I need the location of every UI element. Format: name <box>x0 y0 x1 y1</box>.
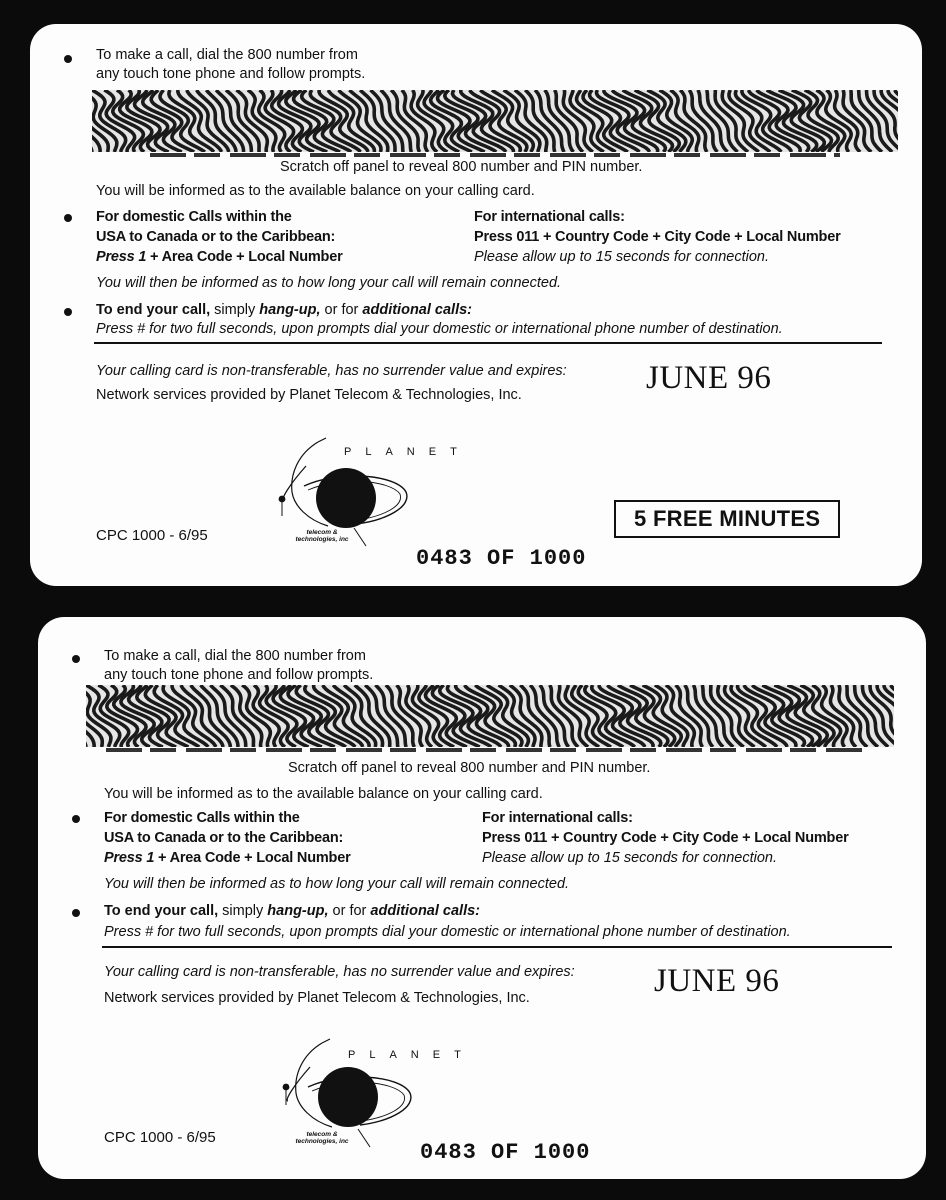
end-call-line-2: Press # for two full seconds, upon prompts dial your domestic or international phone number of destination. <box>104 924 791 940</box>
domestic-dial-instruction: Press 1 + Area Code + Local Number <box>96 249 343 265</box>
instruction-line-2: any touch tone phone and follow prompts. <box>104 667 374 683</box>
expiry-date: JUNE 96 <box>646 360 772 396</box>
logo-subtitle-1: telecom & <box>306 1131 338 1138</box>
card-terms: Your calling card is non-transferable, has no surrender value and expires: <box>104 964 575 980</box>
logo-subtitle-2: technologies, inc <box>295 536 349 543</box>
scratch-caption: Scratch off panel to reveal 800 number and PIN number. <box>280 159 643 175</box>
free-minutes-badge: 5 FREE MINUTES <box>614 500 840 538</box>
scratch-off-panel[interactable] <box>86 685 894 747</box>
bullet-icon <box>72 909 80 917</box>
domestic-dial-instruction: Press 1 + Area Code + Local Number <box>104 850 351 866</box>
serial-number: 0483 OF 1000 <box>420 1140 591 1165</box>
domestic-heading-1: For domestic Calls within the <box>96 209 292 225</box>
balance-note: You will be informed as to the available balance on your calling card. <box>104 786 543 802</box>
scratch-panel-edge <box>106 748 866 752</box>
international-wait-note: Please allow up to 15 seconds for connection. <box>474 249 770 265</box>
duration-note: You will then be informed as to how long your call will remain connected. <box>96 275 562 291</box>
international-heading: For international calls: <box>474 209 625 225</box>
domestic-heading-2: USA to Canada or to the Caribbean: <box>96 229 336 245</box>
bullet-icon <box>72 655 80 663</box>
network-provider: Network services provided by Planet Telecom & Technologies, Inc. <box>96 387 522 403</box>
bullet-icon <box>64 55 72 63</box>
calling-card-front-bottom <box>38 617 926 1179</box>
international-dial-instruction: Press 011 + Country Code + City Code + Local Number <box>482 830 849 846</box>
logo-subtitle-2: technologies, inc <box>295 1138 349 1145</box>
domestic-heading-1: For domestic Calls within the <box>104 810 300 826</box>
bullet-icon <box>64 214 72 222</box>
instruction-line-1: To make a call, dial the 800 number from <box>96 47 358 63</box>
expiry-date: JUNE 96 <box>654 963 780 999</box>
network-provider: Network services provided by Planet Telecom & Technologies, Inc. <box>104 990 530 1006</box>
logo-wordmark: PLANET <box>348 1049 475 1061</box>
card-code: CPC 1000 - 6/95 <box>96 527 208 544</box>
end-call-line-1: To end your call, simply hang-up, or for additional calls: <box>104 903 481 919</box>
scratch-caption: Scratch off panel to reveal 800 number and PIN number. <box>288 760 651 776</box>
domestic-heading-2: USA to Canada or to the Caribbean: <box>104 830 344 846</box>
card-terms: Your calling card is non-transferable, has no surrender value and expires: <box>96 363 567 379</box>
calling-card-front-top <box>30 24 922 586</box>
international-heading: For international calls: <box>482 810 633 826</box>
instruction-line-2: any touch tone phone and follow prompts. <box>96 66 366 82</box>
logo-wordmark: PLANET <box>344 446 471 458</box>
scratch-off-panel[interactable] <box>92 90 898 152</box>
international-wait-note: Please allow up to 15 seconds for connection. <box>482 850 778 866</box>
international-dial-instruction: Press 011 + Country Code + City Code + Local Number <box>474 229 841 245</box>
duration-note: You will then be informed as to how long your call will remain connected. <box>104 876 570 892</box>
serial-number: 0483 OF 1000 <box>416 546 587 571</box>
scratch-panel-edge <box>150 153 840 157</box>
bullet-icon <box>72 815 80 823</box>
divider-rule <box>94 342 882 344</box>
divider-rule <box>102 946 892 948</box>
instruction-line-1: To make a call, dial the 800 number from <box>104 648 366 664</box>
card-code: CPC 1000 - 6/95 <box>104 1129 216 1146</box>
logo-subtitle-1: telecom & <box>306 529 338 536</box>
end-call-line-2: Press # for two full seconds, upon prompts dial your domestic or international phone number of destination. <box>96 321 783 337</box>
bullet-icon <box>64 308 72 316</box>
end-call-line-1: To end your call, simply hang-up, or for additional calls: <box>96 302 473 318</box>
balance-note: You will be informed as to the available balance on your calling card. <box>96 183 535 199</box>
